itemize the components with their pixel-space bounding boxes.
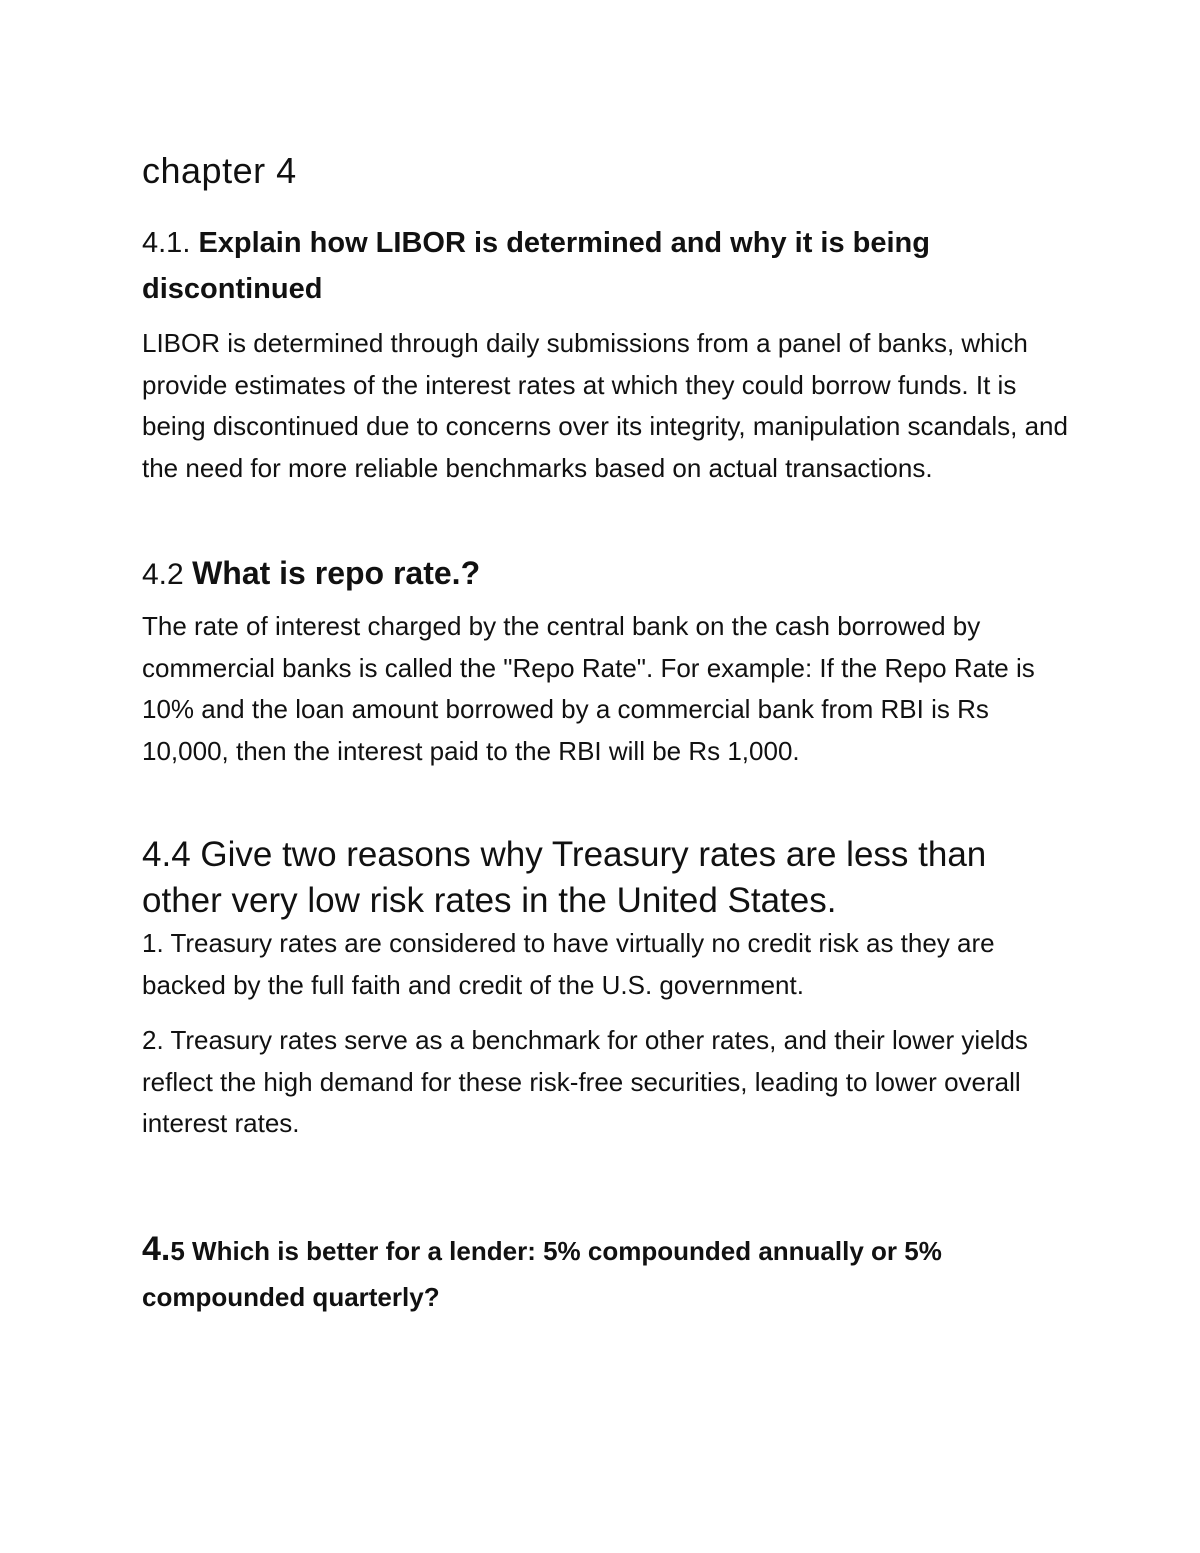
answer-4-2: The rate of interest charged by the central bank on the cash borrowed by commercial banks is called the "Repo Rate". For example: If the Repo Rate is 10% and the loan amount borrowed by a commercial bank from RBI is Rs 10,000, then the interest paid to the RBI will be Rs 1,000. xyxy=(142,611,1035,766)
answer-4-4-reason-2: 2. Treasury rates serve as a benchmark for other rates, and their lower yields reflect the high demand for these risk-free securities, leading to lower overall interest rates. xyxy=(142,1025,1028,1138)
answer-4-1: LIBOR is determined through daily submissions from a panel of banks, which provide estimates of the interest rates at which they could borrow funds. It is being discontinued due to concerns over its integrity, manipulation scandals, and the need for more reliable benchmarks based on actual transactions. xyxy=(142,328,1068,483)
question-4-5-heading xyxy=(142,1226,1072,1320)
question-4-1-heading xyxy=(142,220,1072,312)
chapter-title: chapter 4 xyxy=(142,150,297,191)
question-4-2-number: 4.2 xyxy=(142,558,184,591)
question-4-5-number: 4. xyxy=(142,1230,171,1268)
question-4-4-heading: 4.4 Give two reasons why Treasury rates are less than other very low risk rates in the United States. xyxy=(142,835,987,920)
question-4-2-text: What is repo rate.? xyxy=(192,555,481,591)
question-4-2-heading xyxy=(142,553,1072,595)
question-4-1-number: 4.1. xyxy=(142,227,191,259)
question-4-1-text: Explain how LIBOR is determined and why it is being discontinued xyxy=(142,227,930,305)
question-4-5-text: 5 Which is better for a lender: 5% compounded annually or 5% compounded quarterly? xyxy=(142,1236,942,1312)
answer-4-4-reason-1: 1. Treasury rates are considered to have virtually no credit risk as they are backed by the full faith and credit of the U.S. government. xyxy=(142,928,995,1000)
